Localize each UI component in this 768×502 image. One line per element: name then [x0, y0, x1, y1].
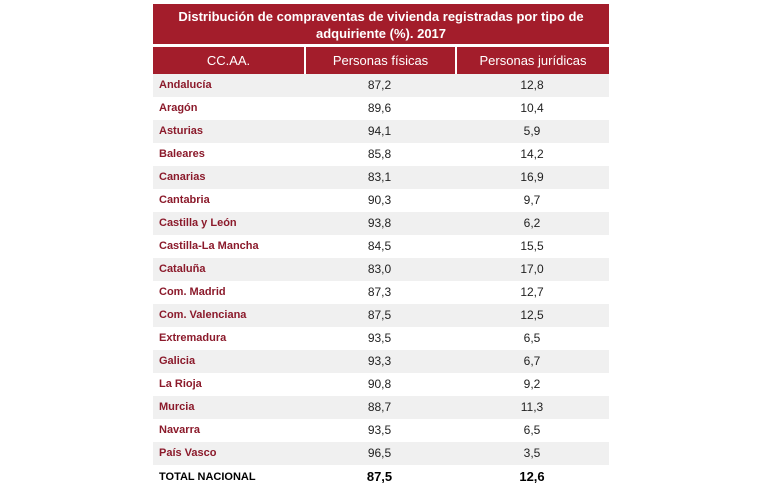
personas-fisicas-value: 88,7	[367, 400, 392, 414]
personas-fisicas-value: 87,2	[367, 78, 392, 92]
region-name: Asturias	[159, 125, 204, 137]
table-row	[153, 442, 609, 465]
total-label: TOTAL NACIONAL	[159, 471, 256, 483]
region-name: Com. Valenciana	[159, 309, 247, 321]
personas-juridicas-value: 9,7	[523, 193, 541, 207]
personas-juridicas-value: 12,5	[520, 308, 544, 322]
total-juridicas: 12,6	[519, 469, 545, 484]
personas-fisicas-value: 89,6	[367, 101, 392, 115]
table-row	[153, 120, 609, 143]
table-row	[153, 419, 609, 442]
personas-juridicas-value: 12,7	[520, 285, 544, 299]
personas-fisicas-value: 96,5	[367, 446, 392, 460]
region-name: Cantabria	[159, 194, 210, 206]
personas-fisicas-value: 94,1	[367, 124, 392, 138]
region-name: Murcia	[159, 401, 195, 413]
region-name: La Rioja	[159, 378, 202, 390]
table-row	[153, 304, 609, 327]
table-row	[153, 327, 609, 350]
region-name: Aragón	[159, 102, 198, 114]
region-name: Andalucía	[159, 79, 212, 91]
personas-juridicas-value: 15,5	[520, 239, 544, 253]
table-row	[153, 281, 609, 304]
region-name: Extremadura	[159, 332, 227, 344]
table-row	[153, 166, 609, 189]
table-row	[153, 258, 609, 281]
header-personas-juridicas: Personas jurídicas	[455, 47, 609, 74]
personas-fisicas-value: 93,8	[367, 216, 392, 230]
personas-juridicas-value: 6,5	[523, 423, 541, 437]
personas-juridicas-value: 10,4	[520, 101, 544, 115]
header-ccaa: CC.AA.	[153, 47, 304, 74]
personas-juridicas-value: 11,3	[520, 400, 544, 414]
personas-fisicas-value: 90,3	[367, 193, 392, 207]
personas-juridicas-value: 5,9	[523, 124, 541, 138]
personas-fisicas-value: 93,5	[367, 331, 392, 345]
personas-fisicas-value: 90,8	[367, 377, 392, 391]
personas-fisicas-value: 84,5	[367, 239, 392, 253]
header-personas-fisicas: Personas físicas	[304, 47, 455, 74]
table-body	[153, 74, 609, 465]
personas-juridicas-value: 14,2	[520, 147, 544, 161]
table-row	[153, 235, 609, 258]
region-name: Cataluña	[159, 263, 206, 275]
table-row-total	[153, 466, 609, 488]
data-table	[153, 4, 609, 488]
personas-juridicas-value: 9,2	[523, 377, 541, 391]
personas-fisicas-value: 83,0	[367, 262, 392, 276]
personas-fisicas-value: 87,5	[367, 308, 392, 322]
region-name: Galicia	[159, 355, 196, 367]
personas-juridicas-value: 16,9	[520, 170, 544, 184]
table-header	[153, 47, 609, 74]
personas-juridicas-value: 17,0	[520, 262, 544, 276]
region-name: Navarra	[159, 424, 200, 436]
table-row	[153, 350, 609, 373]
total-fisicas: 87,5	[366, 469, 393, 484]
table-row	[153, 143, 609, 166]
table-title-line2: adquiriente (%). 2017	[315, 26, 447, 41]
personas-juridicas-value: 6,5	[523, 331, 541, 345]
personas-fisicas-value: 87,3	[367, 285, 392, 299]
table-title	[153, 4, 609, 44]
region-name: Com. Madrid	[159, 286, 226, 298]
table-row	[153, 189, 609, 212]
personas-fisicas-value: 93,3	[367, 354, 392, 368]
personas-fisicas-value: 93,5	[367, 423, 392, 437]
personas-fisicas-value: 85,8	[367, 147, 392, 161]
region-name: Canarias	[159, 171, 206, 183]
table-row	[153, 97, 609, 120]
table-row	[153, 396, 609, 419]
personas-fisicas-value: 83,1	[367, 170, 392, 184]
region-name: Castilla-La Mancha	[159, 240, 259, 252]
region-name: Baleares	[159, 148, 205, 160]
personas-juridicas-value: 12,8	[520, 78, 544, 92]
region-name: Castilla y León	[159, 217, 237, 229]
table-row	[153, 74, 609, 97]
personas-juridicas-value: 6,7	[523, 354, 541, 368]
table-title-line1: Distribución de compraventas de vivienda registradas por tipo de	[178, 9, 584, 24]
personas-juridicas-value: 3,5	[523, 446, 541, 460]
table-row	[153, 212, 609, 235]
table-row	[153, 373, 609, 396]
region-name: País Vasco	[159, 447, 217, 459]
personas-juridicas-value: 6,2	[523, 216, 541, 230]
